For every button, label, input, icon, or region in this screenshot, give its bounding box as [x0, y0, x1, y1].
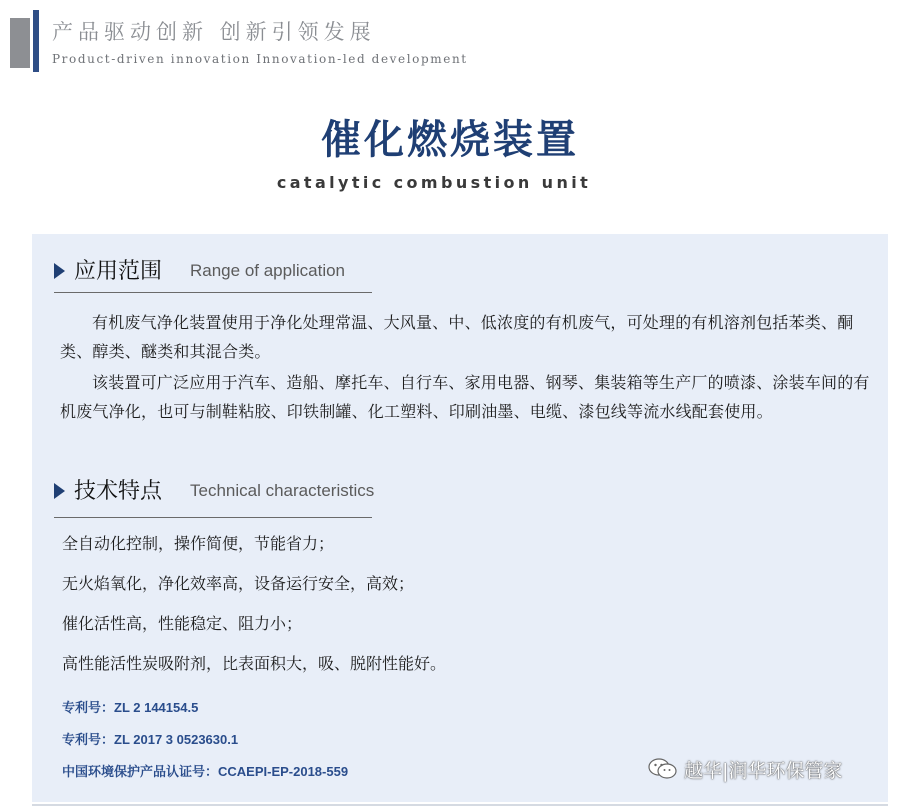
- feature-item: 高性能活性炭吸附剂，比表面积大，吸、脱附性能好。: [62, 654, 447, 673]
- header-tagline-en: Product-driven innovation Innovation-led development: [52, 52, 468, 66]
- section-divider: [54, 292, 372, 293]
- wechat-icon: [648, 758, 678, 780]
- certification-number: 中国环境保护产品认证号：CCAEPI-EP-2018-559: [62, 764, 349, 779]
- section-title-en: Range of application: [190, 261, 346, 280]
- page-subtitle: catalytic combustion unit: [276, 173, 592, 192]
- section-title-zh: 技术特点: [74, 479, 163, 504]
- feature-item: 无火焰氧化，净化效率高，设备运行安全，高效；: [62, 574, 415, 593]
- header-banner: [10, 10, 610, 70]
- triangle-right-icon: [54, 263, 65, 279]
- triangle-right-icon: [54, 483, 65, 499]
- section-title-en: Technical characteristics: [190, 481, 375, 500]
- application-paragraph: 该装置可广泛应用于汽车、造船、摩托车、自行车、家用电器、钢琴、集装箱等生产厂的喷漆、涂装车间的有机废气净化，也可与制鞋粘胶、印铁制罐、化工塑料、印刷油墨、电缆、漆包线等流水线配套使用。: [60, 373, 870, 421]
- patent-number: 专利号：ZL 2017 3 0523630.1: [62, 732, 239, 747]
- watermark-text: 越华|润华环保管家: [684, 760, 843, 782]
- content-panel: [32, 234, 888, 802]
- section-divider: [54, 517, 372, 518]
- feature-item: 全自动化控制，操作简便，节能省力；: [62, 534, 335, 553]
- section-title-zh: 应用范围: [74, 259, 163, 284]
- header-tagline-zh: 产品驱动创新 创新引领发展: [52, 20, 376, 44]
- header-blue-bar: [33, 10, 39, 72]
- application-paragraph: 有机废气净化装置使用于净化处理常温、大风量、中、低浓度的有机废气，可处理的有机溶剂包括苯类、酮类、醇类、醚类和其混合类。: [60, 313, 854, 361]
- header-grey-bar: [10, 18, 30, 68]
- feature-item: 催化活性高，性能稳定、阻力小；: [62, 614, 303, 633]
- patent-number: 专利号：ZL 2 144154.5: [62, 700, 199, 715]
- bottom-divider: [32, 804, 888, 806]
- page-title: 催化燃烧装置: [321, 117, 579, 163]
